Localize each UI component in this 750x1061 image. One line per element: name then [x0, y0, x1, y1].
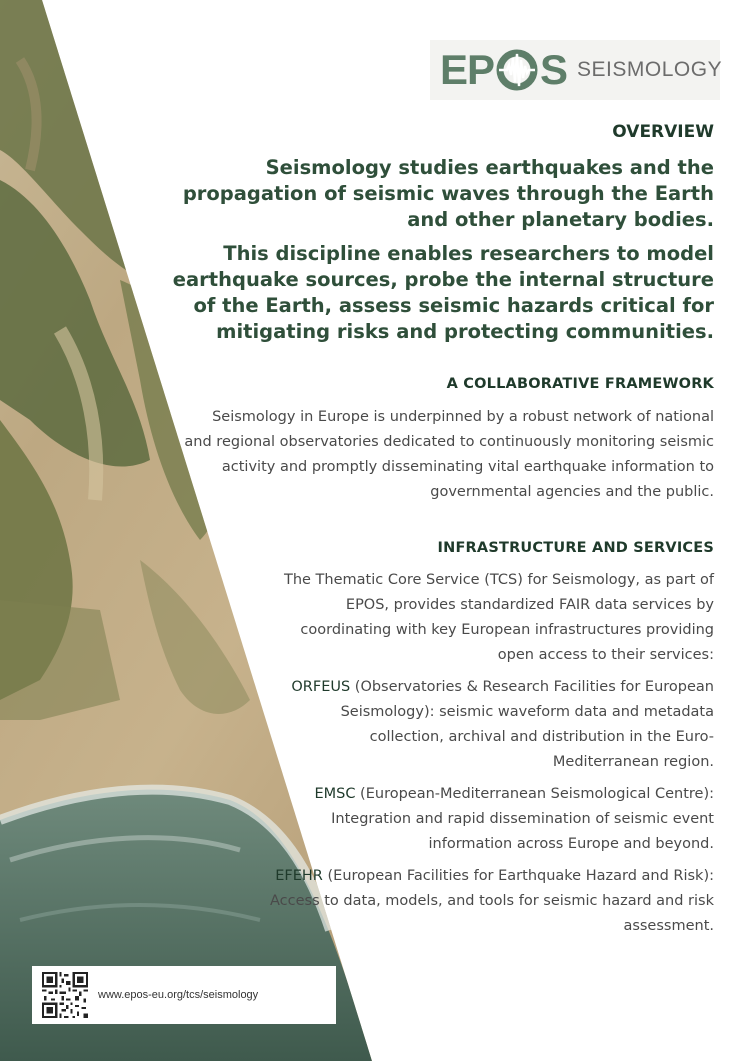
infrastructure-heading: INFRASTRUCTURE AND SERVICES: [437, 540, 714, 556]
framework-heading: A COLLABORATIVE FRAMEWORK: [446, 376, 714, 392]
service-acronym: EFEHR: [275, 868, 323, 884]
service-orfeus: ORFEUS (Observatories & Research Facilities for European Seismology): seismic waveform data and metadata collection, archival and distribution in the Euro-Mediterranean region.: [291, 679, 714, 770]
service-efehr: EFEHR (European Facilities for Earthquake Hazard and Risk): Access to data, models, and tools for seismic hazard and risk assessment.: [270, 868, 714, 934]
service-acronym: ORFEUS: [291, 679, 351, 695]
overview-heading: OVERVIEW: [612, 122, 714, 142]
framework-paragraph: Seismology in Europe is underpinned by a robust network of national and regional observatories dedicated to continuously monitoring seismic activity and promptly disseminating vital earthquake information to governmental agencies and the public.: [184, 409, 714, 500]
epos-logo-mark: EP S: [440, 46, 568, 93]
overview-lead: [154, 155, 714, 345]
service-emsc: EMSC (European-Mediterranean Seismological Centre): Integration and rapid dissemination of seismic event information across Europe and beyond.: [314, 786, 714, 852]
logo-wordmark: SEISMOLOGY: [577, 58, 723, 81]
qr-code-icon[interactable]: [42, 972, 88, 1018]
seismogram-o-icon: [495, 48, 539, 92]
framework-text: [184, 405, 714, 505]
service-acronym: EMSC: [314, 786, 356, 802]
footer-link-box[interactable]: [32, 966, 336, 1024]
lead-paragraph-1: Seismology studies earthquakes and the propagation of seismic waves through the Earth and other planetary bodies.: [182, 156, 714, 231]
infrastructure-text: [269, 568, 714, 939]
lead-paragraph-2: This discipline enables researchers to model earthquake sources, probe the internal structure of the Earth, assess seismic hazards critical for mitigating risks and protecting communities.: [172, 242, 714, 343]
epos-seismology-logo: [430, 40, 723, 100]
website-url-link[interactable]: www.epos-eu.org/tcs/seismology: [98, 989, 259, 1001]
infrastructure-intro: The Thematic Core Service (TCS) for Seismology, as part of EPOS, provides standardized FAIR data services by coordinating with key European infrastructures providing open access to their services:: [283, 572, 714, 663]
